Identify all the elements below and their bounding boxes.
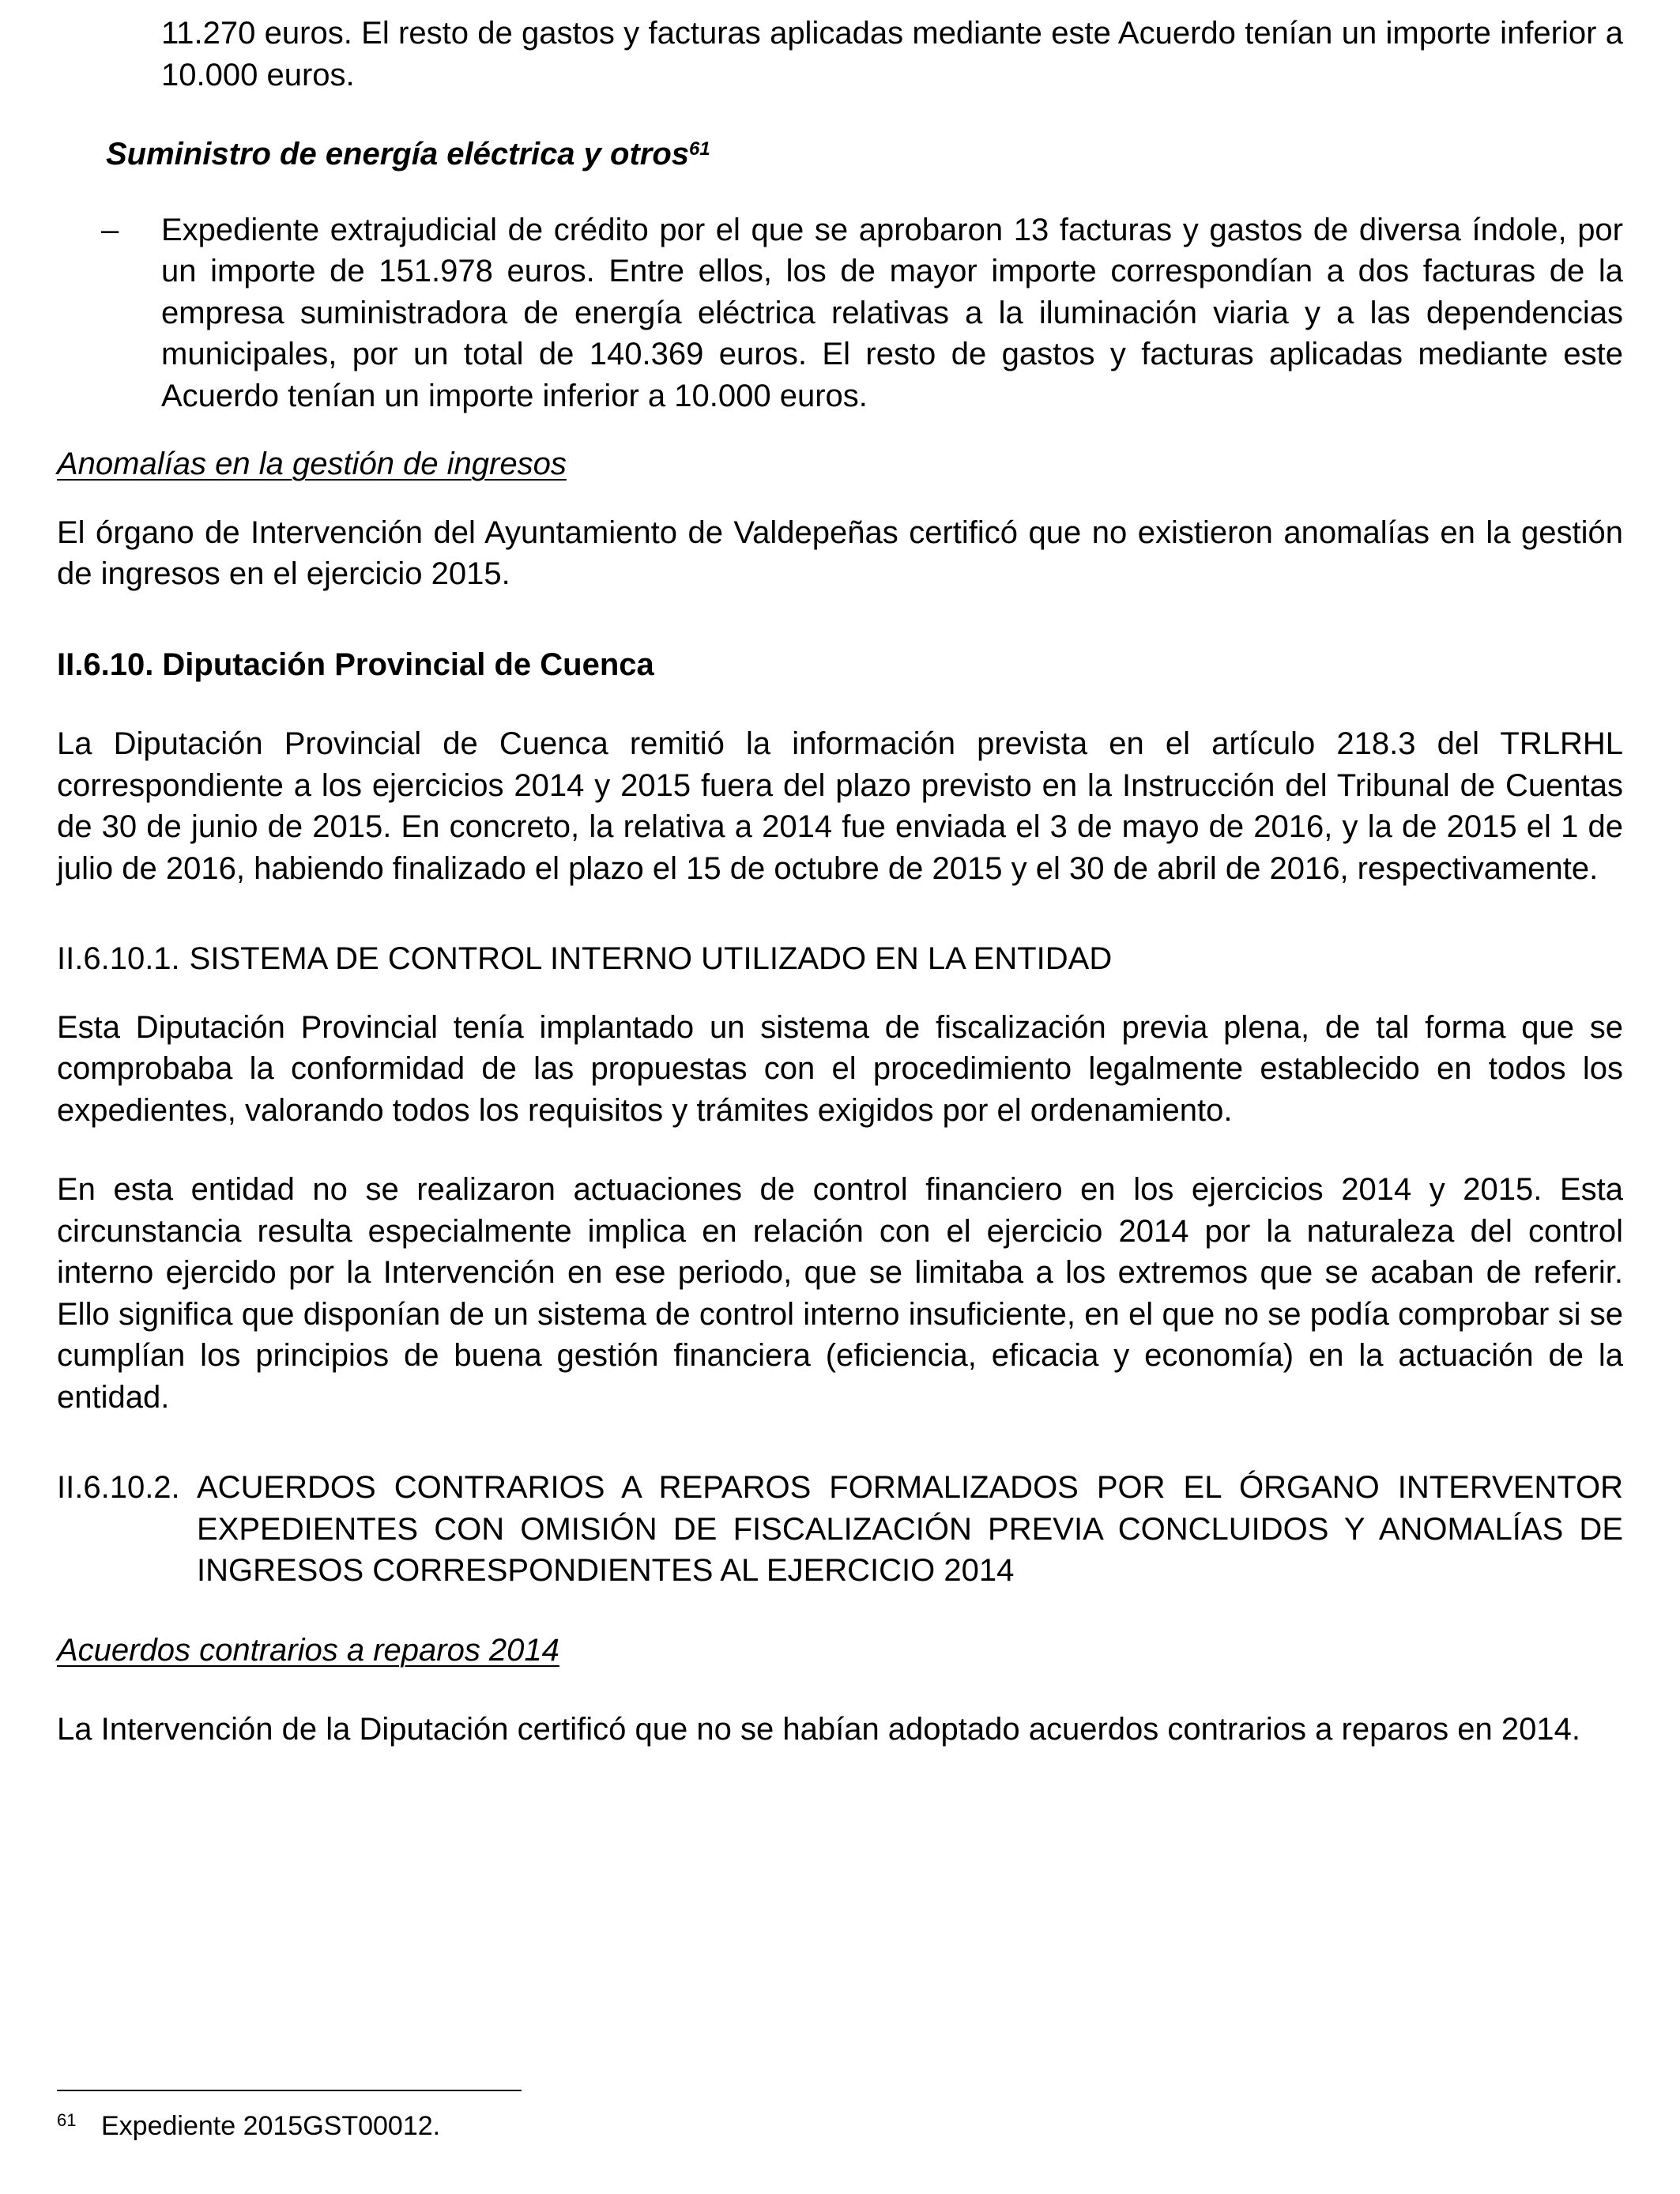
footnote-separator [57, 2090, 522, 2091]
dash-bullet: – [101, 212, 119, 247]
document-page [57, 13, 1623, 1751]
footnote-reference: 61 [689, 138, 710, 160]
subsection-1-number: II.6.10.1. [57, 941, 180, 976]
subheading-energy-text: Suministro de energía eléctrica y otros [106, 137, 690, 172]
control-paragraph-2: En esta entidad no se realizaron actuaciones de control financiero en los ejercicios 2014 y 2015. Esta circunstancia resulta especialmente implica en relación con el ejercicio 2014 por la naturaleza del control interno ejercido por la Intervención en ese periodo, que se limitaba a los extremos que se acaban de referir. Ello significa que disponían de un sistema de control interno insuficiente, en el que no se podía comprobar si se cumplían los principios de buena gestión financiera (eficiencia, eficacia y economía) en la actuación de la entidad. [57, 1172, 1623, 1415]
anomalias-paragraph: El órgano de Intervención del Ayuntamiento de Valdepeñas certificó que no existieron anomalías en la gestión de ingresos en el ejercicio 2015. [57, 515, 1623, 591]
anomalias-heading [57, 443, 1623, 485]
acuerdos-paragraph: La Intervención de la Diputación certificó que no se habían adoptado acuerdos contrarios a reparos en 2014. [57, 1712, 1580, 1747]
subsection-1-heading [57, 938, 1623, 980]
footnote-number: 61 [57, 2110, 77, 2130]
footnote [57, 2109, 440, 2143]
subsection-2-number: II.6.10.2. [57, 1470, 180, 1505]
footnote-text: Expediente 2015GST00012. [101, 2111, 441, 2141]
subsection-2-title: ACUERDOS CONTRARIOS A REPAROS FORMALIZADOS POR EL ÓRGANO INTERVENTOR EXPEDIENTES CON OMISIÓN DE FISCALIZACIÓN PREVIA CONCLUIDOS Y ANOMALÍAS DE INGRESOS CORRESPONDIENTES AL EJERCICIO 2014 [197, 1470, 1623, 1588]
anomalias-heading-text: Anomalías en la gestión de ingresos [57, 447, 567, 481]
subsection-2-heading [57, 1467, 1623, 1592]
list-item-text: Expediente extrajudicial de crédito por el que se aprobaron 13 facturas y gastos de diversa índole, por un importe de 151.978 euros. Entre ellos, los de mayor importe correspondían a dos facturas de la empresa suministradora de energía eléctrica relativas a la iluminación viaria y a las dependencias municipales, por un total de 140.369 euros. El resto de gastos y facturas aplicadas mediante este Acuerdo tenían un importe inferior a 10.000 euros. [161, 212, 1623, 413]
acuerdos-heading [57, 1630, 1623, 1672]
subsection-1-title: SISTEMA DE CONTROL INTERNO UTILIZADO EN LA ENTIDAD [189, 941, 1113, 976]
section-intro-paragraph: La Diputación Provincial de Cuenca remitió la información prevista en el artículo 218.3 del TRLRHL correspondiente a los ejercicios 2014 y 2015 fuera del plazo previsto en la Instrucción del Tribunal de Cuentas de 30 de junio de 2015. En concreto, la relativa a 2014 fue enviada el 3 de mayo de 2016, y la de 2015 el 1 de julio de 2016, habiendo finalizado el plazo el 15 de octubre de 2015 y el 30 de abril de 2016, respectivamente. [57, 726, 1623, 886]
acuerdos-heading-text: Acuerdos contrarios a reparos 2014 [57, 1632, 559, 1668]
control-paragraph-1: Esta Diputación Provincial tenía implantado un sistema de fiscalización previa plena, de tal forma que se comprobaba la conformidad de las propuestas con el procedimiento legalmente establecido en todos los expedientes, valorando todos los requisitos y trámites exigidos por el ordenamiento. [57, 1009, 1623, 1128]
continuation-paragraph: 11.270 euros. El resto de gastos y facturas aplicadas mediante este Acuerdo tenían un importe inferior a 10.000 euros. [161, 16, 1623, 92]
list-item [57, 209, 1623, 417]
section-heading: II.6.10. Diputación Provincial de Cuenca [57, 647, 654, 682]
subheading-energy [106, 134, 1623, 175]
